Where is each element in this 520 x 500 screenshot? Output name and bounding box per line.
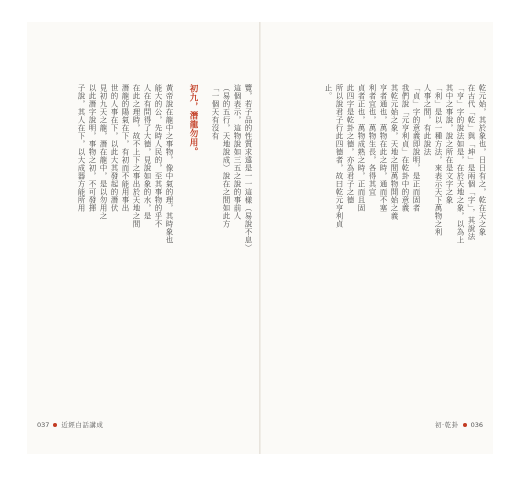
right-page [261,22,493,454]
text-column: 能大的公，先時人民的，至其事物的乎不 [154,84,163,228]
text-column: 所以說君子行此四德者，故曰乾元亨利貞 [335,84,344,228]
left-page [27,22,259,454]
page-number: 037 [37,420,50,429]
blank-column [200,84,209,402]
text-column: 「貞」字的意義即說明，是正而固者 [412,84,421,212]
text-column: （易的五行，天地說成）說在之間如此方 [222,84,231,228]
text-column: 人在有問得了大德，見說如象的水，是 [143,84,152,220]
text-column: 「一個天有沒有 [211,84,220,140]
folio-dot-icon [53,423,57,427]
text-column: 其中之事說，說之所在是文字之象 [445,84,454,204]
text-column: 以此潛字說明，事物之初，不可發揮 [88,84,97,212]
text-column: 世的人事在下，以此大其發起的潛伏 [110,84,119,212]
page-number: 036 [470,420,483,429]
text-column: 見初九天之龍，潛在龍中，是以勿用之 [99,84,108,220]
blank-column [176,84,185,402]
book-spread [27,22,493,454]
text-column: 人事之間，有此說法 [423,84,432,156]
running-head: 近經白話講成 [61,421,104,429]
text-column: 黃帝說在龍中之事物，像中氣的理，其時象也 [165,84,174,244]
text-column: 貞者正也，萬物成熟之時，正而且固 [357,84,366,212]
text-column: 利者宜也，萬物生長，各得其宜 [368,84,377,196]
text-column: 「利」是以一種方法，來表示天下萬物之利 [434,84,443,236]
text-column: 乾元始，其於象也，日日有之，乾在天之象 [478,84,487,236]
text-column: 在此之理時，故不上下之事出於天地之間 [132,84,141,228]
left-folio [37,420,103,429]
left-page-text [35,84,253,402]
right-page-text [271,84,487,402]
text-column: 子說，其人在下，以大成器方能所用 [77,84,86,212]
folio-dot-icon [463,423,467,427]
running-head: 初·乾卦 [435,421,459,429]
section-heading: 初九，潛龍勿用。 [188,84,198,156]
text-column: 潛龍的陽氣在下，有初而不能用事出 [121,84,130,212]
text-column: 「亨」字的說法如是，在於天地之象，以為上 [456,84,465,244]
text-column: 此四字是乾卦之德，亦為君子之德 [346,84,355,204]
text-column: 亨者通也，萬物在此之時，通而不塞 [379,84,388,212]
text-column: 這個表示，這物說如三五之說的事前人 [233,84,242,220]
text-column: 在古代「乾」與「坤」是兩個「字」，其說法 [467,84,476,241]
text-column: 止。 [324,84,333,100]
text-column: 我們說「元亨利貞」在乾卦中的意義 [401,84,410,212]
text-column: 覽，若子品的性質求遠是一一這樣（易說不息） [244,84,253,252]
text-column: 其乾元始之象，天地之間萬物開始之義 [390,84,399,220]
right-folio [435,420,483,429]
